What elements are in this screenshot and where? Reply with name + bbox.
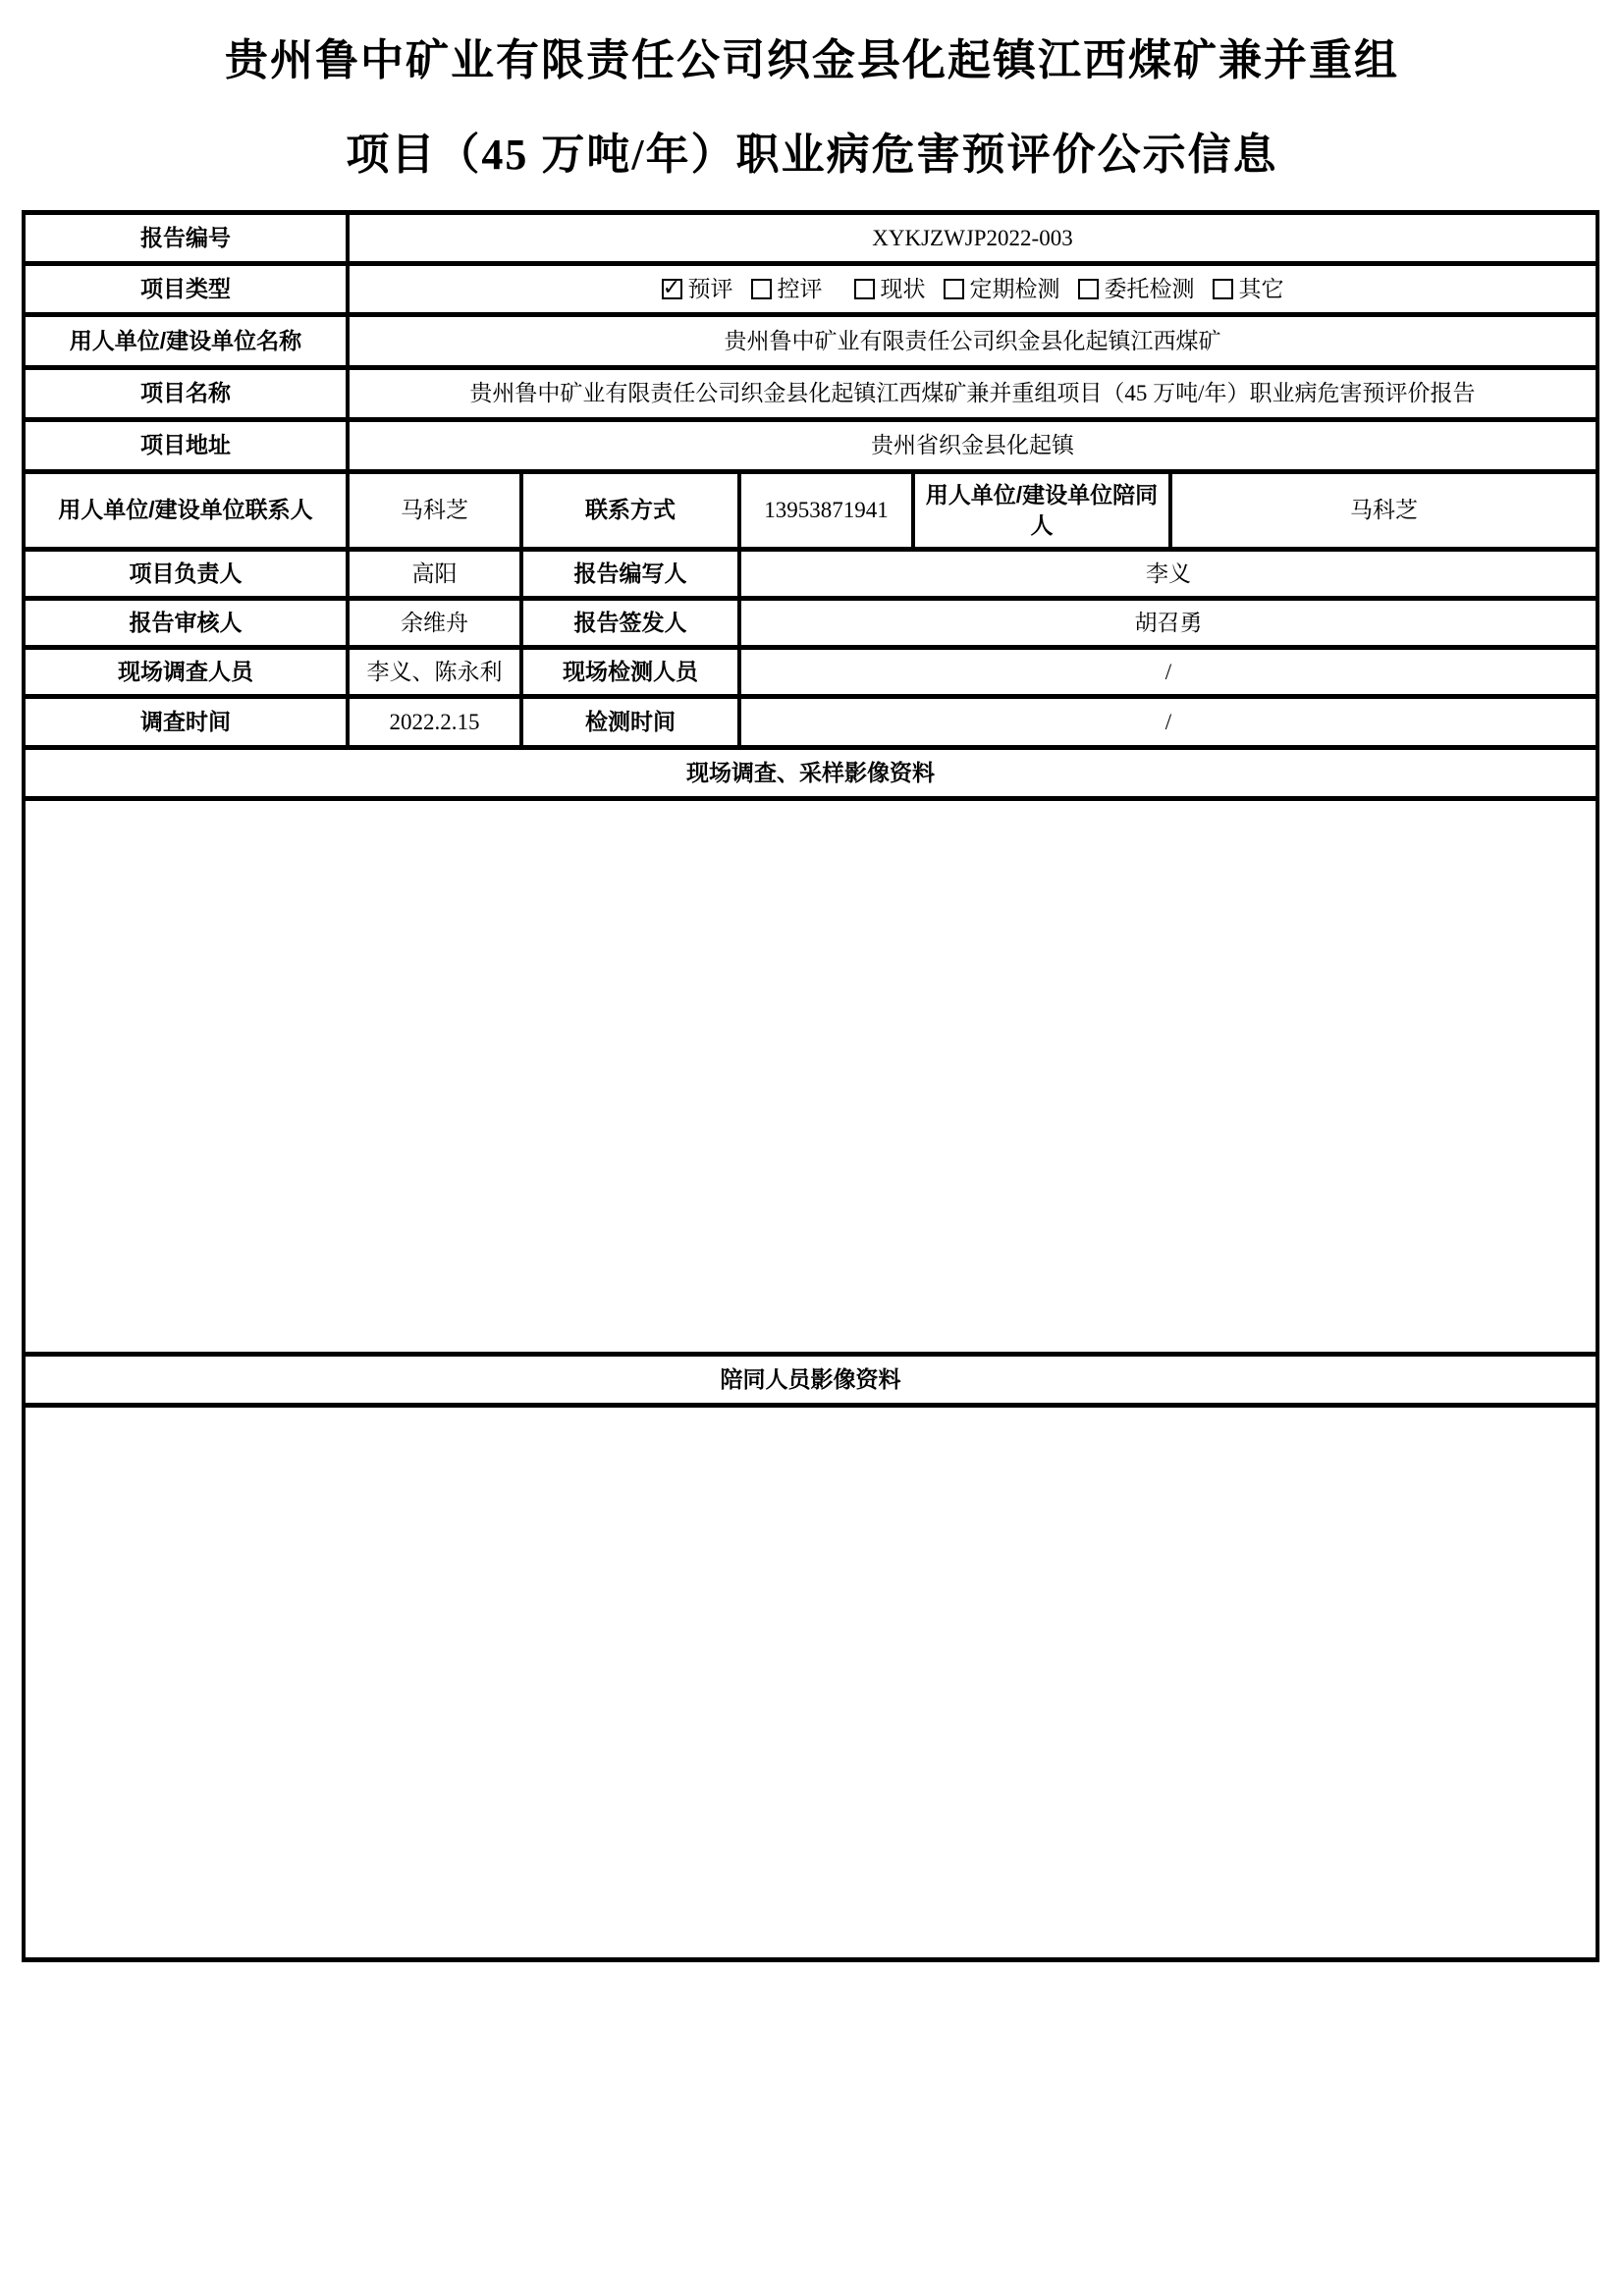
table-row-escort-media <box>24 1406 1597 1960</box>
project-name-value: 贵州鲁中矿业有限责任公司织金县化起镇江西煤矿兼并重组项目（45 万吨/年）职业病危害预评价报告 <box>348 368 1597 420</box>
report-reviewer-label: 报告审核人 <box>24 599 348 648</box>
checkbox-label: 控评 <box>777 276 823 301</box>
table-row-time <box>24 697 1597 748</box>
test-time-value: / <box>739 697 1597 748</box>
survey-time-label: 调查时间 <box>24 697 348 748</box>
table-row-project-address <box>24 420 1597 472</box>
checkbox-empty-icon <box>944 279 964 299</box>
page-title-line2: 项目（45 万吨/年）职业病危害预评价公示信息 <box>346 131 1278 179</box>
contact-label: 用人单位/建设单位联系人 <box>24 472 348 550</box>
checkbox-checked-icon: ✓ <box>662 276 681 301</box>
site-media-section-header: 现场调查、采样影像资料 <box>24 748 1597 799</box>
escort-value: 马科芝 <box>1170 472 1597 550</box>
checkbox-empty-icon <box>1213 279 1233 299</box>
escort-label: 用人单位/建设单位陪同人 <box>913 472 1170 550</box>
table-row-leader <box>24 550 1597 599</box>
phone-label: 联系方式 <box>521 472 739 550</box>
project-name-label: 项目名称 <box>24 368 348 420</box>
table-row-contact <box>24 472 1597 550</box>
checkbox-empty-icon <box>854 279 875 299</box>
checkbox-option-status <box>854 274 926 304</box>
checkbox-row <box>357 274 1588 304</box>
phone-value: 13953871941 <box>739 472 913 550</box>
test-time-label: 检测时间 <box>521 697 739 748</box>
survey-time-value: 2022.2.15 <box>348 697 521 748</box>
page-title-line1: 贵州鲁中矿业有限责任公司织金县化起镇江西煤矿兼并重组 <box>225 36 1399 84</box>
project-type-options <box>348 264 1597 315</box>
site-survey-staff-value: 李义、陈永利 <box>348 648 521 697</box>
escort-media-empty-cell <box>24 1406 1597 1960</box>
table-row-site-media-header <box>24 748 1597 799</box>
checkbox-label: 其它 <box>1238 276 1284 301</box>
checkbox-label: 定期检测 <box>969 276 1060 301</box>
project-leader-value: 高阳 <box>348 550 521 599</box>
project-type-label: 项目类型 <box>24 264 348 315</box>
contact-value: 马科芝 <box>348 472 521 550</box>
site-test-staff-label: 现场检测人员 <box>521 648 739 697</box>
table-row-employer-name <box>24 315 1597 368</box>
report-writer-value: 李义 <box>739 550 1597 599</box>
escort-media-section-header: 陪同人员影像资料 <box>24 1355 1597 1406</box>
table-row-project-type <box>24 264 1597 315</box>
employer-name-value: 贵州鲁中矿业有限责任公司织金县化起镇江西煤矿 <box>348 315 1597 368</box>
table-row-escort-media-header <box>24 1355 1597 1406</box>
report-no-label: 报告编号 <box>24 213 348 264</box>
report-writer-label: 报告编写人 <box>521 550 739 599</box>
report-reviewer-value: 余维舟 <box>348 599 521 648</box>
project-address-label: 项目地址 <box>24 420 348 472</box>
checkbox-label: 预评 <box>687 276 733 301</box>
checkbox-empty-icon <box>751 279 772 299</box>
table-row-site-media <box>24 799 1597 1355</box>
employer-name-label: 用人单位/建设单位名称 <box>24 315 348 368</box>
checkbox-label: 委托检测 <box>1104 276 1195 301</box>
project-address-value: 贵州省织金县化起镇 <box>348 420 1597 472</box>
site-media-empty-cell <box>24 799 1597 1355</box>
report-no-value: XYKJZWJP2022-003 <box>348 213 1597 264</box>
checkbox-empty-icon <box>1078 279 1099 299</box>
report-issuer-label: 报告签发人 <box>521 599 739 648</box>
info-table <box>22 210 1599 1962</box>
checkbox-option-entrusted <box>1078 274 1195 304</box>
checkbox-label: 现状 <box>880 276 926 301</box>
checkbox-option-other <box>1213 274 1284 304</box>
checkbox-option-control <box>751 274 823 304</box>
project-leader-label: 项目负责人 <box>24 550 348 599</box>
site-survey-staff-label: 现场调查人员 <box>24 648 348 697</box>
site-test-staff-value: / <box>739 648 1597 697</box>
table-row-report-no <box>24 213 1597 264</box>
checkbox-option-preval <box>662 274 733 304</box>
page-title <box>0 0 1624 177</box>
table-row-project-name <box>24 368 1597 420</box>
table-row-survey <box>24 648 1597 697</box>
report-issuer-value: 胡召勇 <box>739 599 1597 648</box>
table-row-review <box>24 599 1597 648</box>
checkbox-option-periodic <box>944 274 1060 304</box>
